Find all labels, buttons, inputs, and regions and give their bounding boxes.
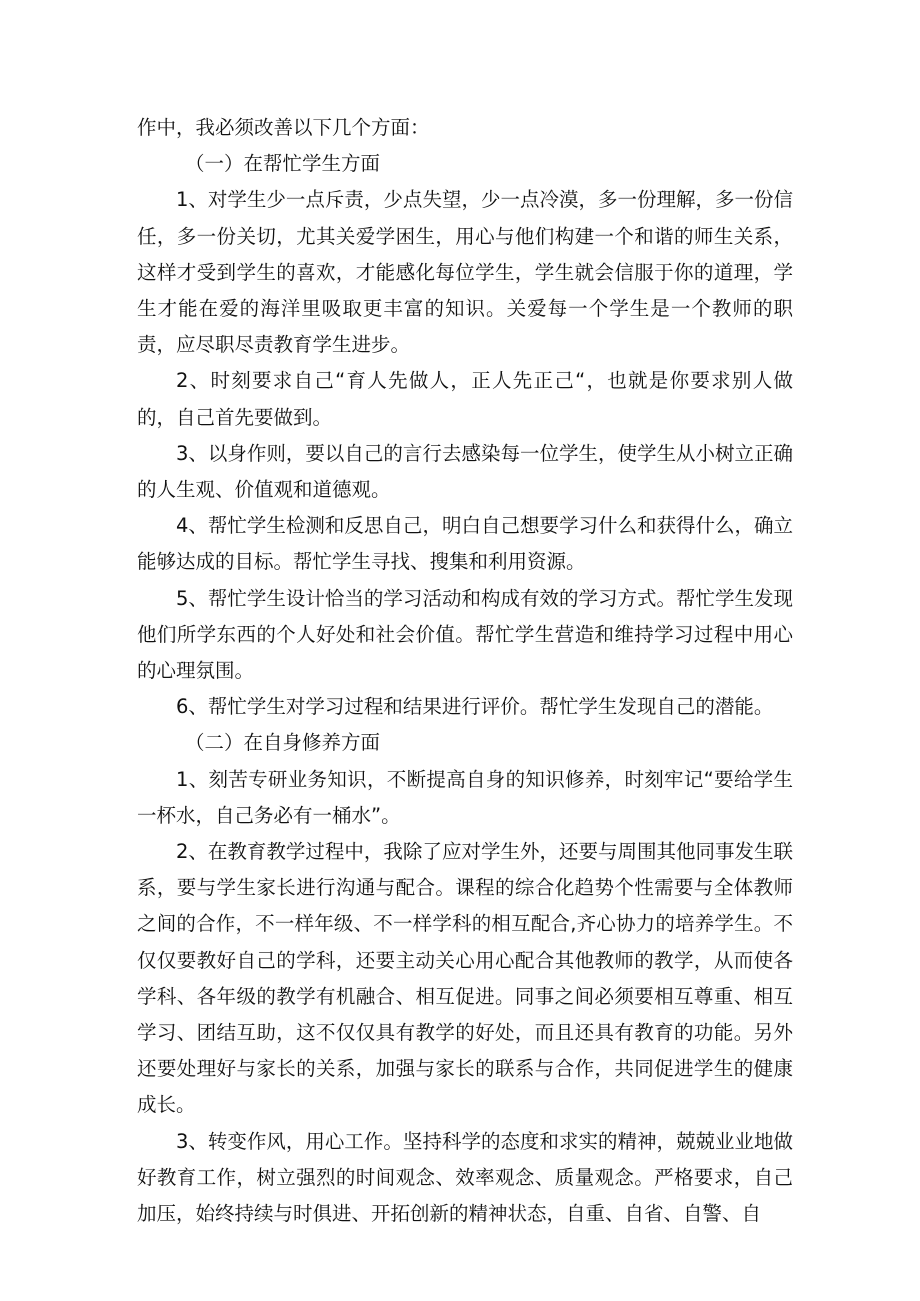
paragraph-1-6: 6、帮忙学生对学习过程和结果进行评价。帮忙学生发现自己的潜能。 [176, 695, 774, 719]
document-body [137, 110, 793, 1232]
paragraph-1-1: 1、对学生少一点斥责，少点失望，少一点冷漠，多一份理解，多一份信任，多一份关切，尤其关爱学困生，用心与他们构建一个和谐的师生关系，这样才受到学生的喜欢，才能感化每位学生，学生就会信服于你的道理，学生才能在爱的海洋里吸取更丰富的知识。关爱每一个学生是一个教师的职责，应尽职尽责教育学生进步。 [137, 188, 793, 357]
paragraph-1-2: 2、时刻要求自己“育人先做人，正人先正己“，也就是你要求别人做的，自己首先要做到。 [137, 369, 793, 429]
section-heading-2: （二）在自身修养方面 [185, 731, 381, 755]
section-heading-1: （一）在帮忙学生方面 [185, 152, 381, 176]
paragraph-2-1: 1、刻苦专研业务知识，不断提高自身的知识修养，时刻牢记“要给学生一杯水，自己务必有一桶水”。 [137, 767, 793, 827]
paragraph-intro: 作中，我必须改善以下几个方面： [137, 116, 430, 139]
paragraph-2-3: 3、转变作风，用心工作。坚持科学的态度和求实的精神，兢兢业业地做好教育工作，树立强烈的时间观念、效率观念、质量观念。严格要求，自己加压，始终持续与时俱进、开拓创新的精神状态，自重、自省、自警、自 [137, 1129, 793, 1226]
paragraph-1-3: 3、以身作则，要以自己的言行去感染每一位学生，使学生从小树立正确的人生观、价值观和道德观。 [137, 441, 793, 502]
paragraph-1-4: 4、帮忙学生检测和反思自己，明白自己想要学习什么和获得什么，确立能够达成的目标。帮忙学生寻找、搜集和利用资源。 [137, 514, 793, 574]
paragraph-2-2: 2、在教育教学过程中，我除了应对学生外，还要与周围其他同事发生联系，要与学生家长进行沟通与配合。课程的综合化趋势个性需要与全体教师之间的合作，不一样年级、不一样学科的相互配合,齐心协力的培养学生。不仅仅要教好自己的学科，还要主动关心用心配合其他教师的教学，从而使各学科、各年级的教学有机融合、相互促进。同事之间必须要相互尊重、相互学习、团结互助，这不仅仅具有教学的好处，而且还具有教育的功能。另外还要处理好与家长的关系，加强与家长的联系与合作，共同促进学生的健康成长。 [137, 840, 793, 1117]
paragraph-1-5: 5、帮忙学生设计恰当的学习活动和构成有效的学习方式。帮忙学生发现他们所学东西的个人好处和社会价值。帮忙学生营造和维持学习过程中用心的心理氛围。 [137, 586, 793, 683]
